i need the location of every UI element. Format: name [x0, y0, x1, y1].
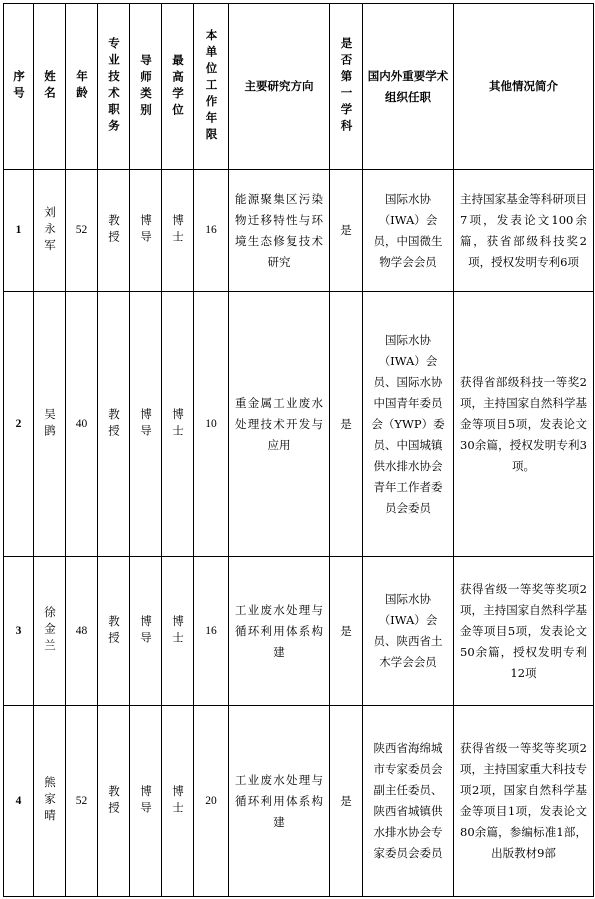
header-years: 本单位工作年限	[194, 4, 229, 170]
cell-org	[363, 170, 454, 292]
cell-other-text: 获得省级一等奖等奖项2项，主持国家自然科学基金等项目5项，发表论文50余篇，授权发明专利12项	[460, 581, 587, 680]
cell-research	[229, 706, 330, 897]
header-research: 主要研究方向	[229, 4, 330, 170]
cell-org	[363, 706, 454, 897]
cell-title: 教授	[98, 557, 130, 706]
cell-title: 教授	[98, 706, 130, 897]
cell-org-text: 国际水协（IWA）会员，中国微生物学会会员	[373, 191, 443, 269]
cell-age: 52	[66, 706, 98, 897]
cell-years: 16	[194, 170, 229, 292]
cell-first-discipline: 是	[330, 706, 363, 897]
cell-org	[363, 292, 454, 557]
cell-org-text: 国际水协（IWA）会员、陕西省土木学会会员	[373, 592, 443, 669]
cell-research-text: 工业废水处理与循环利用体系构建	[235, 772, 323, 829]
header-degree: 最高学位	[162, 4, 194, 170]
table-row	[4, 557, 594, 706]
cell-research-text: 重金属工业废水处理技术开发与应用	[235, 395, 323, 452]
cell-research	[229, 557, 330, 706]
table-row	[4, 170, 594, 292]
cell-other	[454, 292, 594, 557]
cell-name: 吴鹍	[34, 292, 66, 557]
table-row	[4, 706, 594, 897]
cell-degree: 博士	[162, 170, 194, 292]
cell-age: 52	[66, 170, 98, 292]
cell-other	[454, 557, 594, 706]
header-title: 专业技术职务	[98, 4, 130, 170]
cell-other	[454, 706, 594, 897]
cell-supervisor: 博导	[130, 557, 162, 706]
cell-research	[229, 170, 330, 292]
header-first-discipline: 是否第一学科	[330, 4, 363, 170]
cell-years: 16	[194, 557, 229, 706]
header-supervisor: 导师类别	[130, 4, 162, 170]
cell-first-discipline: 是	[330, 292, 363, 557]
cell-name: 刘永军	[34, 170, 66, 292]
cell-research-text: 工业废水处理与循环利用体系构建	[235, 602, 323, 659]
cell-org-text: 国际水协（IWA）会员、国际水协中国青年委员会（YWP）委员、中国城镇供水排水协会青年工作者委员会委员	[371, 332, 445, 515]
header-other: 其他情况简介	[454, 4, 594, 170]
header-index: 序号	[4, 4, 34, 170]
cell-first-discipline: 是	[330, 170, 363, 292]
header-org	[363, 4, 454, 170]
cell-title: 教授	[98, 292, 130, 557]
cell-name: 熊家晴	[34, 706, 66, 897]
header-name: 姓名	[34, 4, 66, 170]
cell-years: 10	[194, 292, 229, 557]
cell-index: 4	[4, 706, 34, 897]
cell-other-text: 获得省部级科技一等奖2项，主持国家自然科学基金等项目5项，发表论文30余篇，授权发明专利3项。	[460, 374, 587, 473]
cell-supervisor: 博导	[130, 170, 162, 292]
cell-research	[229, 292, 330, 557]
cell-years: 20	[194, 706, 229, 897]
cell-other	[454, 170, 594, 292]
cell-other-text: 主持国家基金等科研项目7项，发表论文100余篇，获省部级科技奖2项，授权发明专利6项	[460, 191, 587, 269]
header-row	[4, 4, 594, 170]
table-row	[4, 292, 594, 557]
cell-org-text: 陕西省海绵城市专家委员会副主任委员、陕西省城镇供水排水协会专家委员会委员	[373, 741, 443, 860]
header-age: 年龄	[66, 4, 98, 170]
cell-age: 48	[66, 557, 98, 706]
faculty-table	[3, 3, 594, 897]
cell-degree: 博士	[162, 557, 194, 706]
cell-org	[363, 557, 454, 706]
cell-title: 教授	[98, 170, 130, 292]
cell-other-text: 获得省级一等奖等奖项2项，主持国家重大科技专项2项，国家自然科学基金等项目1项，发表论文80余篇，参编标准1部，出版教材9部	[460, 741, 587, 860]
cell-index: 1	[4, 170, 34, 292]
cell-degree: 博士	[162, 706, 194, 897]
cell-age: 40	[66, 292, 98, 557]
cell-first-discipline: 是	[330, 557, 363, 706]
cell-index: 2	[4, 292, 34, 557]
cell-name: 徐金兰	[34, 557, 66, 706]
cell-supervisor: 博导	[130, 292, 162, 557]
header-org-text: 国内外重要学术组织任职	[367, 68, 449, 104]
cell-index: 3	[4, 557, 34, 706]
cell-research-text: 能源聚集区污染物迁移特性与环境生态修复技术研究	[235, 191, 323, 269]
cell-degree: 博士	[162, 292, 194, 557]
cell-supervisor: 博导	[130, 706, 162, 897]
